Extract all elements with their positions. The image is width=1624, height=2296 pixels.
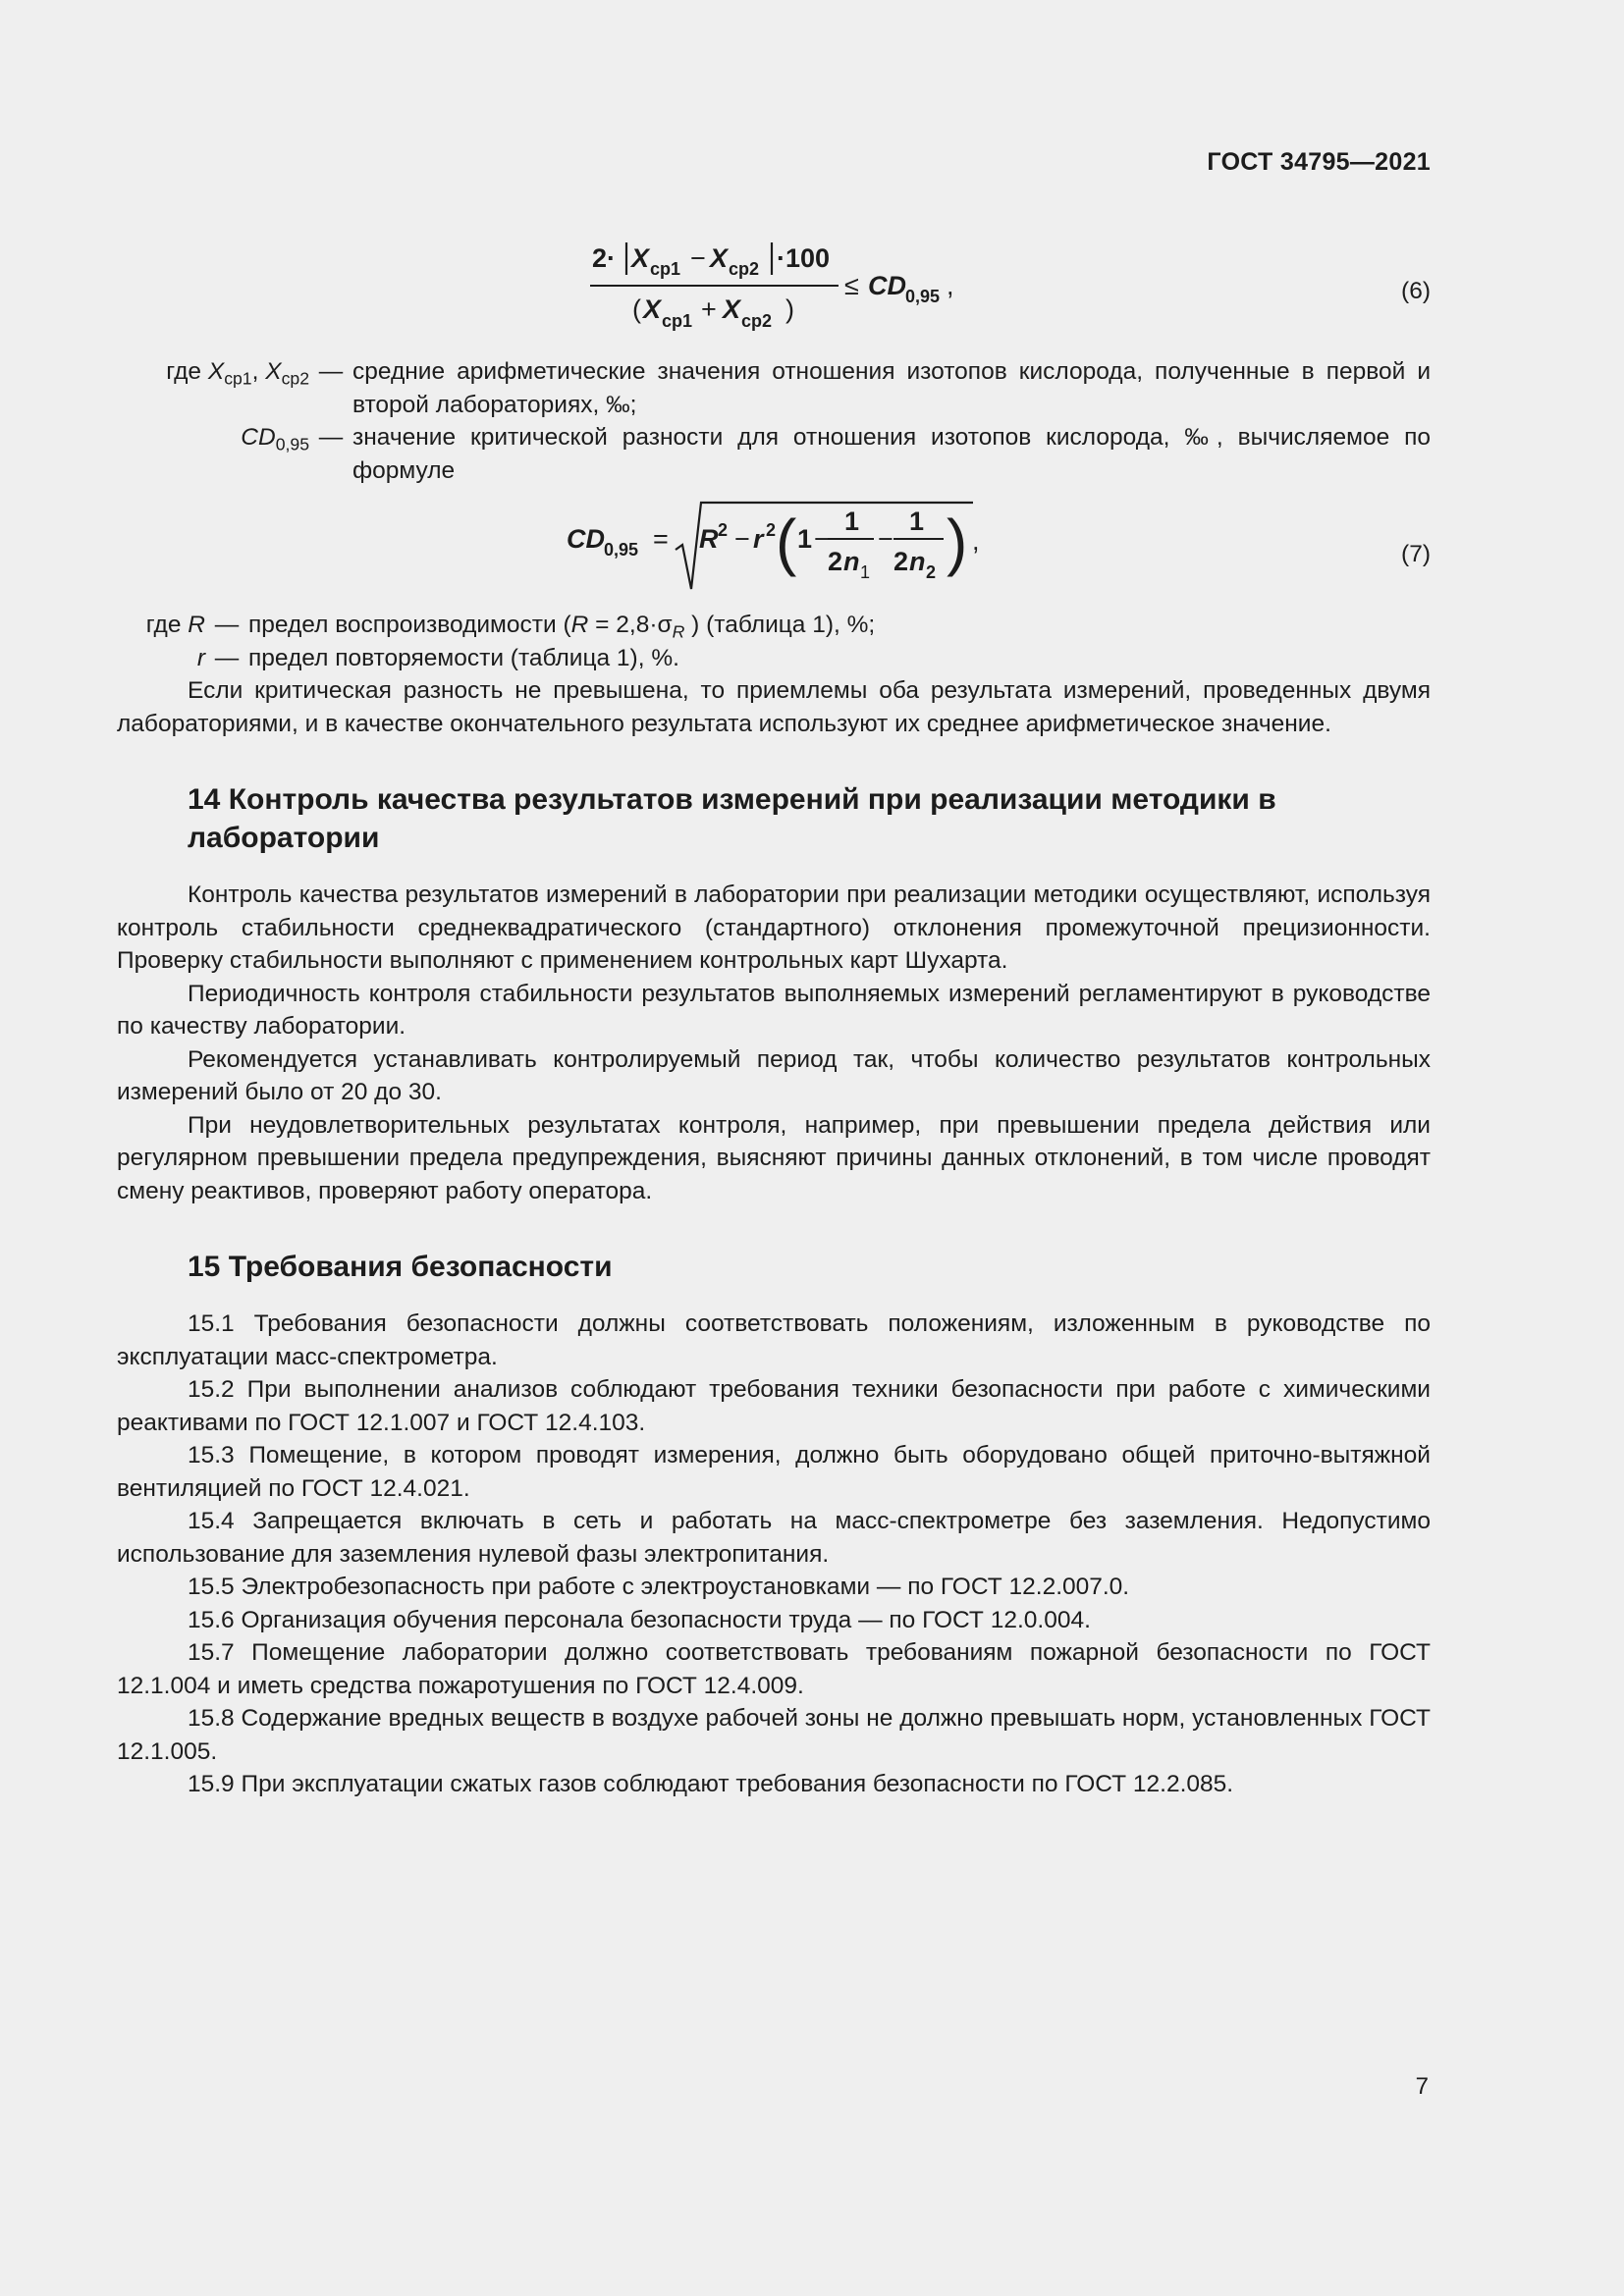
definition-text-c: = 2,8·σ <box>588 612 673 638</box>
definition-dash: — <box>214 644 240 671</box>
formula-7-minus-3: − <box>878 524 893 554</box>
section-15-item: 15.6 Организация обучения персонала безопасности труда — по ГОСТ 12.0.004. <box>188 1606 1091 1633</box>
formula-7-one: 1 <box>797 524 813 554</box>
formula-6-comma: , <box>947 271 954 300</box>
formula-6-den-x2-sub: ср2 <box>741 311 773 331</box>
formula-7-comma: , <box>972 526 980 556</box>
section-15-item: 15.5 Электробезопасность при работе с электроустановками — по ГОСТ 12.2.007.0. <box>188 1574 1130 1600</box>
section-15-item: 15.9 При эксплуатации сжатых газов соблюдают требования безопасности по ГОСТ 12.2.085. <box>188 1771 1234 1797</box>
var-r: r <box>196 644 205 671</box>
section-15-item: 15.4 Запрещается включать в сеть и работать на масс-спектрометре без заземления. Недопустимо использование для заземления нулевой фазы электропитания. <box>117 1508 1431 1568</box>
definition-R <box>117 609 1431 642</box>
formula-7-eq: = <box>653 524 669 554</box>
formula-6-x2-sub: ср2 <box>729 259 760 279</box>
formula-7-frac1-num: 1 <box>844 507 860 536</box>
formula-7-lparen: ( <box>776 507 797 577</box>
var-x1-sub: ср1 <box>224 368 252 389</box>
var-cd-sub: 0,95 <box>275 434 309 454</box>
formula-7-number: (7) <box>1401 541 1431 567</box>
definition-dash: — <box>214 612 240 638</box>
section-15-heading: 15 Требования безопасности <box>188 1251 613 1283</box>
section-15-item: 15.1 Требования безопасности должны соответствовать положениям, изложенным в руководстве по эксплуатации масс-спектрометра. <box>117 1310 1431 1370</box>
formula-6-den-x2: X <box>723 294 741 324</box>
section-14-paragraph: При неудовлетворительных результатах контроля, например, при превышении предела действия или регулярном превышении предела предупреждения, выясняют причины данных отклонений, в том числе проводят смену реактивов, проверяют работу оператора. <box>117 1111 1431 1204</box>
formula-7-frac1-n-sub: 1 <box>860 562 871 582</box>
definition-text-d: ) (таблица 1), %; <box>684 612 876 638</box>
definition-text: предел повторяемости (таблица 1), %. <box>248 644 679 671</box>
formula-6-x1-sub: ср1 <box>650 259 681 279</box>
formula-7-frac2-n: n <box>909 547 926 576</box>
formula-6-den-x1-sub: ср1 <box>662 311 693 331</box>
formula-6-x2: X <box>710 243 729 273</box>
sigma-sub: R <box>672 621 685 642</box>
definition-text: значение критической разности для отношения изотопов кислорода, ‰, вычисляемое по формуле <box>352 424 1431 484</box>
var-x2: X <box>265 358 282 385</box>
formula-6 <box>117 236 1431 338</box>
definition-text-a: предел воспроизводимости ( <box>248 612 571 638</box>
where-prefix: где <box>166 358 208 385</box>
definition-term <box>117 421 309 454</box>
var-R: R <box>188 612 205 638</box>
formula-7-minus-2: − <box>814 524 830 554</box>
formula-7-frac2-two: 2 <box>893 547 909 576</box>
formula-6-number: (6) <box>1401 278 1431 304</box>
variable-definitions-1 <box>117 355 1431 487</box>
formula-7-R: R <box>699 524 719 554</box>
document-code: ГОСТ 34795—2021 <box>1207 148 1431 176</box>
definition-text: средние арифметические значения отношения изотопов кислорода, полученные в первой и второй лабораториях, ‰; <box>352 358 1431 418</box>
definition-term <box>117 642 205 675</box>
definition-cd <box>117 421 1431 487</box>
section-15-item: 15.8 Содержание вредных веществ в воздухе рабочей зоны не должно превышать норм, установленных ГОСТ 12.1.005. <box>117 1705 1431 1765</box>
formula-6-graphic <box>117 236 1431 338</box>
formula-7-cd: CD <box>567 524 605 554</box>
definition-r <box>117 642 1431 675</box>
section-15-item: 15.7 Помещение лаборатории должно соответствовать требованиям пожарной безопасности по ГОСТ 12.1.004 и иметь средства пожаротушения по ГОСТ 12.4.009. <box>117 1639 1431 1699</box>
formula-7-frac2-num: 1 <box>909 507 925 536</box>
formula-6-minus: − <box>690 243 706 273</box>
formula-7-R-exp: 2 <box>718 520 729 540</box>
definition-text <box>248 609 1431 642</box>
var-x2-sub: ср2 <box>281 368 309 389</box>
page-content <box>117 236 1431 1801</box>
conclusion-paragraph: Если критическая разность не превышена, то приемлемы оба результата измерений, проведенных двумя лабораториями, и в качестве окончательного результата используют их среднее арифметическое значение. <box>117 677 1431 737</box>
var-cd: CD <box>241 424 276 451</box>
var-R-inline: R <box>570 612 589 638</box>
definition-dash: — <box>318 424 344 451</box>
page-number: 7 <box>1415 2073 1429 2100</box>
formula-7-cd-sub: 0,95 <box>604 540 639 560</box>
formula-6-cd-sub: 0,95 <box>905 287 941 306</box>
definition-term <box>117 355 309 389</box>
formula-6-den-rparen: ) <box>785 294 794 324</box>
section-14-paragraph: Периодичность контроля стабильности результатов выполняемых измерений регламентируют в руководстве по качеству лаборатории. <box>117 980 1431 1040</box>
formula-7 <box>117 499 1431 597</box>
formula-7-minus-1: − <box>734 524 750 554</box>
formula-6-plus: + <box>701 294 717 324</box>
section-14-paragraph: Рекомендуется устанавливать контролируемый период так, чтобы количество результатов контрольных измерений было от 20 до 30. <box>117 1045 1431 1105</box>
formula-7-frac1-n: n <box>843 547 860 576</box>
formula-6-leq: ≤ <box>844 271 859 300</box>
formula-7-graphic <box>117 499 1431 597</box>
formula-7-r: r <box>753 524 764 554</box>
term-separator: , <box>251 358 266 385</box>
formula-6-den-lparen: ( <box>632 294 641 324</box>
section-14-heading: 14 Контроль качества результатов измерений при реализации методики в лаборатории <box>188 783 1276 854</box>
section-14-paragraph: Контроль качества результатов измерений в лаборатории при реализации методики осуществляют, используя контроль стабильности среднеквадратического (стандартного) отклонения промежуточной прецизионности. Проверку стабильности выполняют с применением контрольных карт Шухарта. <box>117 881 1431 974</box>
formula-6-den-x1: X <box>643 294 662 324</box>
formula-7-frac2-n-sub: 2 <box>926 562 937 582</box>
variable-definitions-2 <box>117 609 1431 674</box>
where-prefix: где <box>145 612 189 638</box>
formula-6-num-prefix: 2· <box>592 243 617 273</box>
formula-6-cd: CD <box>868 271 906 300</box>
formula-7-r-exp: 2 <box>766 520 777 540</box>
formula-7-rparen: ) <box>947 507 968 577</box>
formula-7-frac1-two: 2 <box>828 547 843 576</box>
formula-6-x1: X <box>631 243 650 273</box>
definition-term <box>117 609 205 642</box>
formula-6-num-suffix: ·100 <box>777 243 831 273</box>
definition-x-means <box>117 355 1431 421</box>
definition-dash: — <box>318 358 344 385</box>
section-15-item: 15.3 Помещение, в котором проводят измерения, должно быть оборудовано общей приточно-вытяжной вентиляцией по ГОСТ 12.4.021. <box>117 1442 1431 1502</box>
var-x1: X <box>207 358 225 385</box>
section-15-item: 15.2 При выполнении анализов соблюдают требования техники безопасности при работе с химическими реактивами по ГОСТ 12.1.007 и ГОСТ 12.4.103. <box>117 1376 1431 1436</box>
